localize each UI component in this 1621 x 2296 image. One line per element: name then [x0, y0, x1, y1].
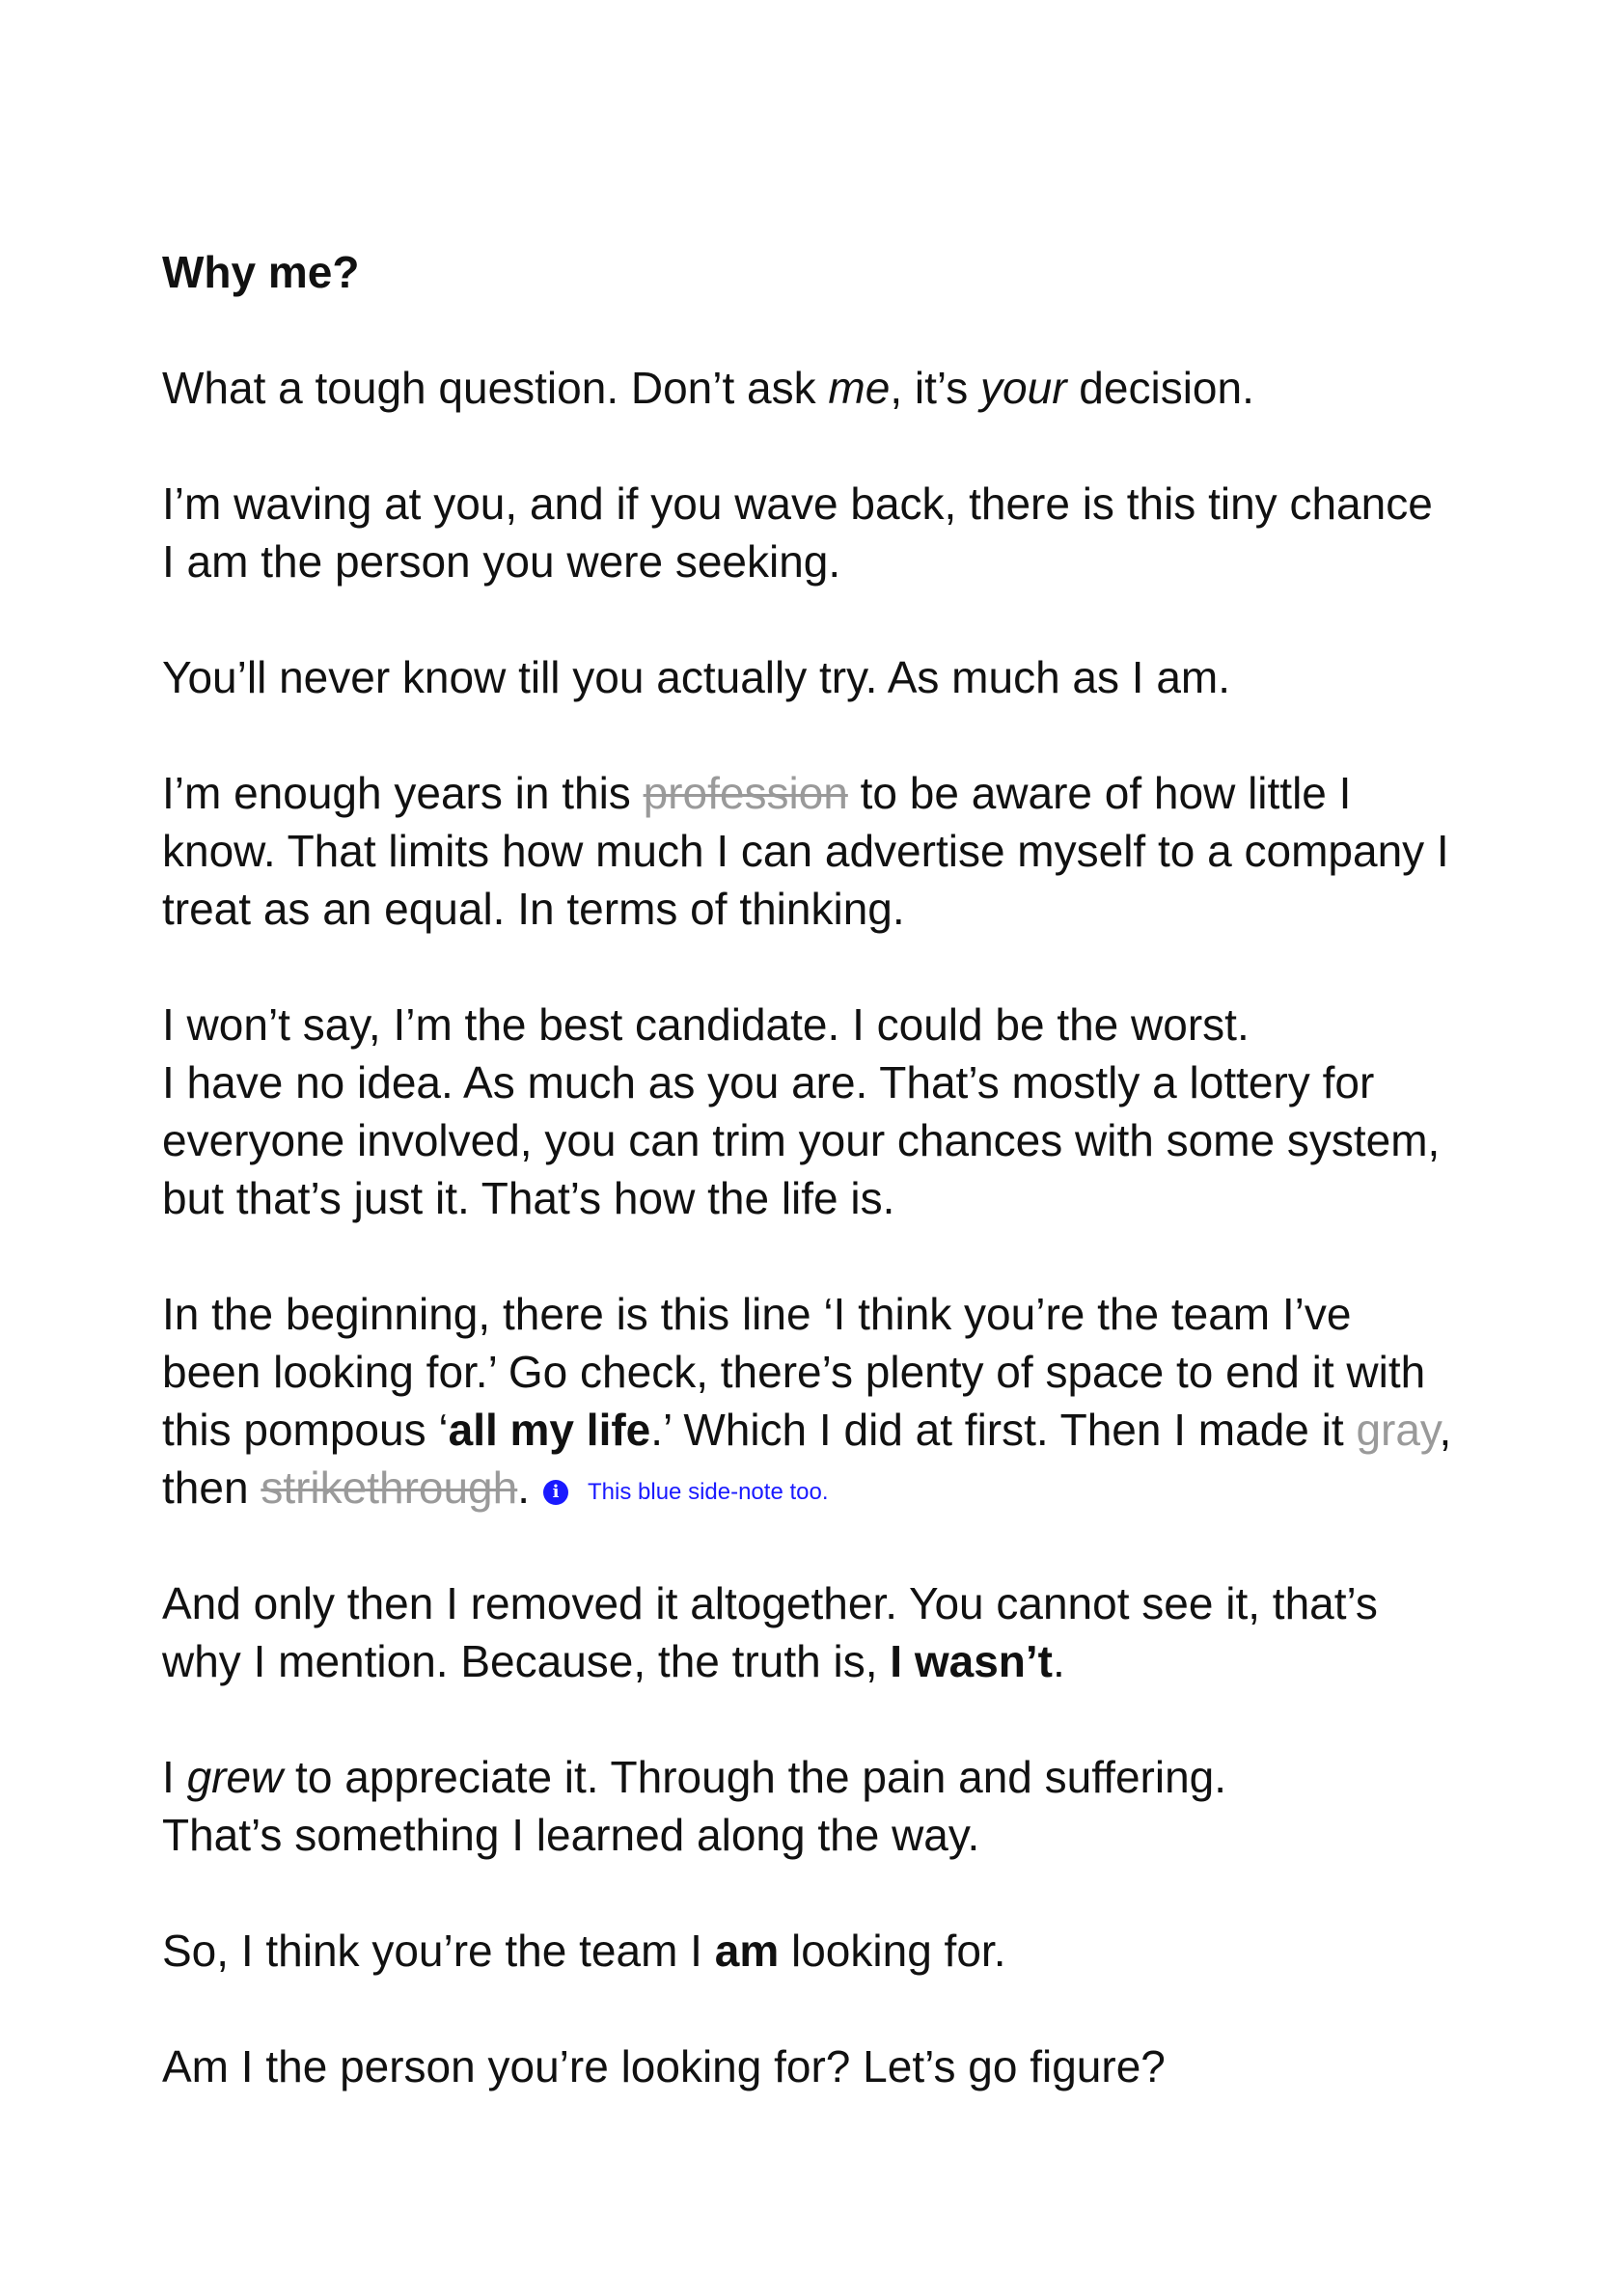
text-run: , then: [162, 1405, 1452, 1513]
strikethrough-text: profession: [643, 768, 848, 818]
text-run: I won’t say, I’m the best candidate. I could be the worst.: [162, 999, 1250, 1050]
text-run: I’m enough years in this: [162, 768, 644, 818]
bold-text: all my life: [448, 1405, 651, 1455]
paragraph-6: [162, 1285, 1455, 1517]
page-title: Why me?: [162, 247, 360, 297]
italic-text: your: [980, 363, 1067, 413]
text-run: .: [517, 1462, 531, 1513]
text-run: to appreciate it. Through the pain and suffering.: [283, 1752, 1227, 1802]
text-run: So, I think you’re the team I: [162, 1926, 715, 1976]
italic-text: grew: [186, 1752, 284, 1802]
paragraph-5: [162, 996, 1455, 1227]
text-run: That’s something I learned along the way.: [162, 1810, 980, 1860]
text-run: What a tough question. Don’t ask: [162, 363, 829, 413]
text-run: In the beginning, there is this line ‘I think you’re the team I’ve been looking for.’ Go check, there’s plenty of space to end it with this pompous ‘: [162, 1289, 1426, 1455]
side-note: [543, 1480, 828, 1505]
text-run: I have no idea. As much as you are. That’s mostly a lottery for everyone involved, you can trim your chances with some system, but that’s just it. That’s how the life is.: [162, 1057, 1441, 1223]
text-run: decision.: [1066, 363, 1254, 413]
paragraph-8: [162, 1748, 1455, 1864]
bold-text: am: [714, 1926, 780, 1976]
letter-body: [162, 243, 1455, 2095]
text-run: And only then I removed it altogether. You cannot see it, that’s why I mention. Because, the truth is,: [162, 1578, 1378, 1686]
text-run: looking for.: [779, 1926, 1006, 1976]
italic-text: me: [828, 363, 891, 413]
paragraph-2: I’m waving at you, and if you wave back, there is this tiny chance I am the person you were seeking.: [162, 478, 1433, 587]
text-run: .: [1052, 1636, 1065, 1686]
paragraph-7: [162, 1574, 1455, 1690]
text-run: to be aware of how little I know. That limits how much I can advertise myself to a company I treat as an equal. In terms of thinking.: [162, 768, 1449, 934]
paragraph-10: Am I the person you’re looking for? Let’s go figure?: [162, 2041, 1166, 2091]
text-run: I: [162, 1752, 187, 1802]
text-run: , it’s: [890, 363, 981, 413]
strikethrough-text: strikethrough: [261, 1462, 518, 1513]
bold-text: I wasn’t: [890, 1636, 1053, 1686]
paragraph-3: You’ll never know till you actually try. As much as I am.: [162, 652, 1231, 702]
gray-text: gray: [1356, 1405, 1440, 1455]
side-note-text: This blue side-note too.: [588, 1479, 829, 1505]
text-run: .’ Which I did at first. Then I made it: [650, 1405, 1357, 1455]
paragraph-1: [162, 359, 1455, 417]
info-icon: i: [543, 1480, 568, 1505]
paragraph-4: [162, 764, 1455, 938]
paragraph-9: [162, 1922, 1455, 1980]
